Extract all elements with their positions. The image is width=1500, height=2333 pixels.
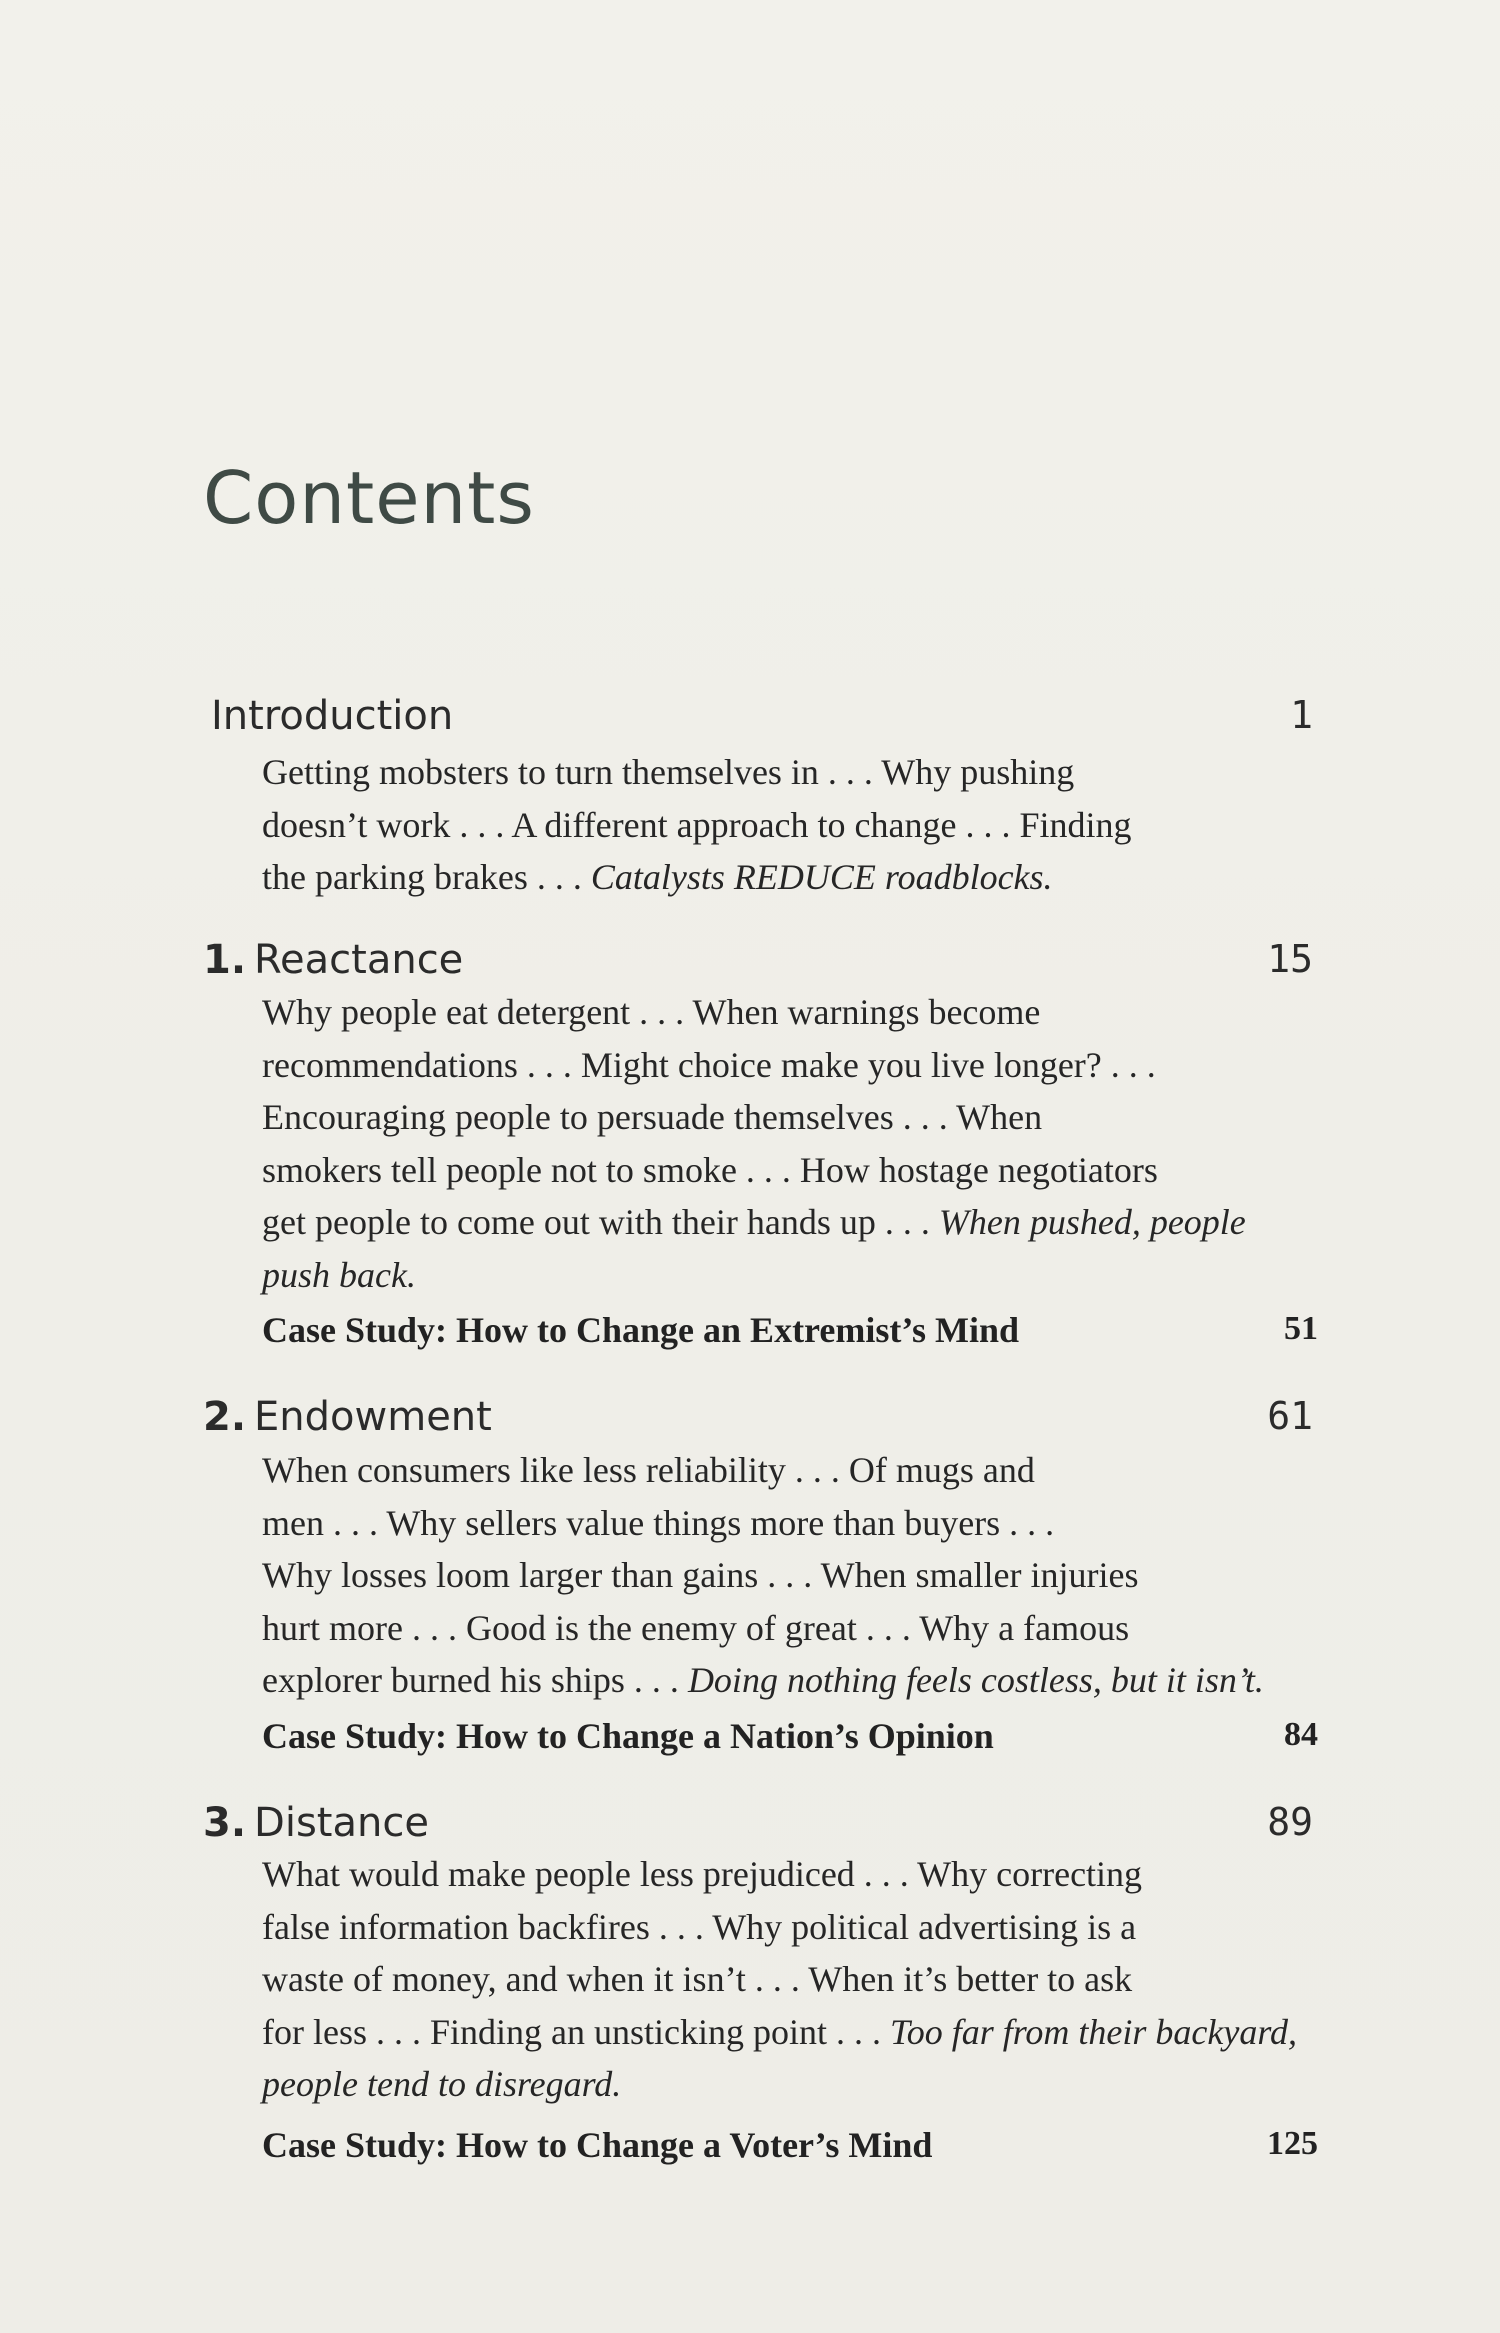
section-title: Endowment — [254, 1394, 492, 1440]
description-line: smokers tell people not to smoke . . . How hostage negotiators — [262, 1149, 1158, 1190]
section-title: Distance — [254, 1800, 429, 1846]
case-study-title: Case Study: How to Change a Nation’s Opinion — [262, 1716, 994, 1756]
description-line: men . . . Why sellers value things more than buyers . . . — [262, 1502, 1055, 1543]
section-number: 3. — [203, 1800, 247, 1846]
case-study-title: Case Study: How to Change an Extremist’s Mind — [262, 1310, 1020, 1350]
description-line: Getting mobsters to turn themselves in . . . Why pushing — [262, 752, 1075, 792]
description-summary: Catalysts REDUCE roadblocks. — [590, 857, 1053, 897]
section-heading-reactance — [203, 937, 1313, 983]
section-heading-endowment — [203, 1394, 1313, 1440]
section-heading-introduction — [203, 693, 1313, 739]
section-page-number: 1 — [1290, 693, 1313, 737]
case-study-entry — [262, 1312, 1318, 1348]
description-line: waste of money, and when it isn’t . . . When it’s better to ask — [262, 1959, 1133, 1999]
case-study-entry — [262, 1718, 1318, 1754]
section-number: 2. — [203, 1394, 247, 1440]
description-line: recommendations . . . Might choice make you live longer? . . . — [262, 1044, 1156, 1085]
description-line: explorer burned his ships . . . Doing nothing feels costless, but it isn’t. — [262, 1660, 1264, 1700]
description-line: get people to come out with their hands up . . . When pushed, people push back. — [262, 1202, 1246, 1295]
description-line: false information backfires . . . Why political advertising is a — [262, 1906, 1137, 1947]
section-description — [262, 746, 1302, 904]
section-description — [262, 1444, 1302, 1707]
section-description — [262, 986, 1302, 1301]
case-study-page-number: 84 — [1284, 1716, 1318, 1753]
description-summary: Too far from their backyard, people tend to disregard. — [262, 2011, 1297, 2104]
description-line: for less . . . Finding an unsticking point . . . Too far from their backyard, people tend to disregard. — [262, 2011, 1297, 2104]
description-line: doesn’t work . . . A different approach to change . . . Finding — [262, 804, 1132, 845]
description-line: Why losses loom larger than gains . . . When smaller injuries — [262, 1555, 1139, 1595]
description-line: hurt more . . . Good is the enemy of great . . . Why a famous — [262, 1607, 1130, 1648]
section-page-number: 15 — [1267, 937, 1313, 981]
case-study-page-number: 51 — [1284, 1310, 1318, 1347]
section-page-number: 61 — [1267, 1394, 1313, 1438]
description-line: Encouraging people to persuade themselves . . . When — [262, 1097, 1043, 1137]
page-title: Contents — [203, 456, 535, 540]
section-page-number: 89 — [1267, 1800, 1313, 1844]
description-line: What would make people less prejudiced . . . Why correcting — [262, 1854, 1143, 1894]
description-line: Why people eat detergent . . . When warnings become — [262, 992, 1041, 1032]
description-line: When consumers like less reliability . . . Of mugs and — [262, 1450, 1035, 1490]
section-title: Introduction — [211, 693, 454, 739]
case-study-page-number: 125 — [1267, 2125, 1318, 2162]
case-study-entry — [262, 2127, 1318, 2163]
section-number: 1. — [203, 937, 247, 983]
description-summary: Doing nothing feels costless, but it isn’t. — [687, 1660, 1264, 1700]
description-line: the parking brakes . . . Catalysts REDUCE roadblocks. — [262, 857, 1053, 897]
section-title: Reactance — [254, 937, 464, 983]
case-study-title: Case Study: How to Change a Voter’s Mind — [262, 2125, 933, 2165]
description-summary: When pushed, people push back. — [262, 1202, 1246, 1295]
section-heading-distance — [203, 1800, 1313, 1846]
section-description — [262, 1848, 1302, 2111]
